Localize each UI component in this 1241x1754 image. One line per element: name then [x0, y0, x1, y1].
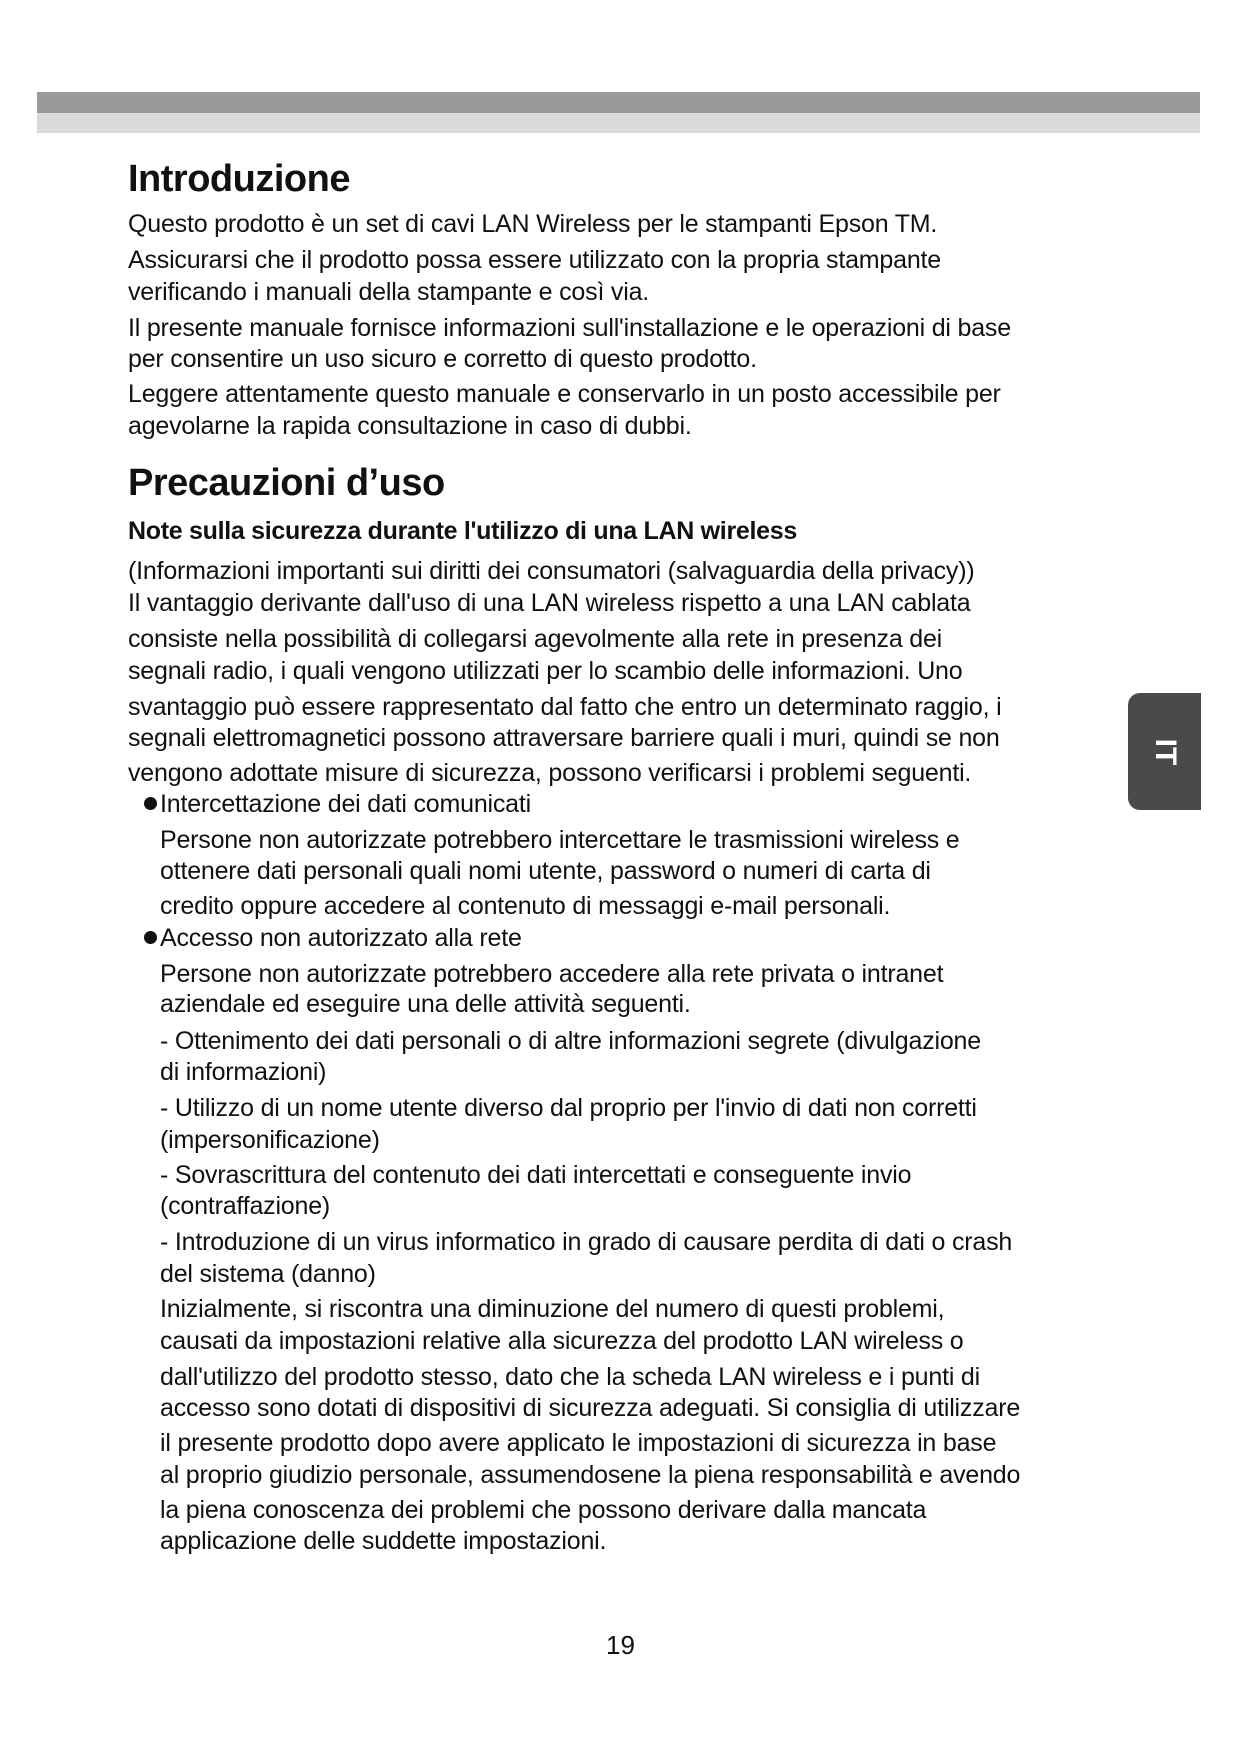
- indented-text-line: [160, 992, 691, 1017]
- indented-text-line: [160, 1294, 945, 1323]
- body-text-line: [128, 624, 943, 653]
- body-text-line: [128, 382, 1001, 407]
- line-text: Precauzioni d’uso: [128, 462, 445, 505]
- indented-text-line: [160, 1194, 330, 1219]
- line-text: Accesso non autorizzato alla rete: [160, 923, 522, 952]
- indented-text-line: [160, 1060, 326, 1085]
- indented-text-line: [160, 1160, 912, 1189]
- line-text: Introduzione: [128, 157, 350, 200]
- line-text: Il presente manuale fornisce informazioni sull'installazione e le operazioni di base: [128, 313, 1011, 342]
- indented-text-line: [160, 1460, 1021, 1489]
- line-text: segnali elettromagnetici possono attraversare barriere quali i muri, quindi se non: [128, 724, 1000, 753]
- line-text: Note sulla sicurezza durante l'utilizzo di una LAN wireless: [128, 516, 797, 545]
- line-text: consiste nella possibilità di collegarsi agevolmente alla rete in presenza dei: [128, 624, 943, 653]
- line-text: Persone non autorizzate potrebbero accedere alla rete privata o intranet: [160, 959, 944, 988]
- line-text: (impersonificazione): [160, 1125, 380, 1154]
- body-text-line: [128, 347, 757, 372]
- body-text-line: [128, 726, 1000, 751]
- section-heading: [128, 462, 445, 505]
- body-text-line: [128, 209, 938, 238]
- line-text: la piena conoscenza dei problemi che possono derivare dalla mancata: [160, 1495, 927, 1524]
- indented-text-line: [160, 1362, 980, 1391]
- body-text-line: [128, 411, 692, 440]
- indented-text-line: [160, 1326, 964, 1355]
- indented-text-line: [160, 1096, 977, 1121]
- line-text: Leggere attentamente questo manuale e conservarlo in un posto accessibile per: [128, 380, 1001, 409]
- line-text: svantaggio può essere rappresentato dal fatto che entro un determinato raggio, i: [128, 692, 1002, 721]
- body-text-line: [128, 313, 1011, 342]
- indented-text-line: [160, 1431, 996, 1456]
- body-text-line: [128, 588, 971, 617]
- subsection-heading: [128, 516, 797, 545]
- line-text: credito oppure accedere al contenuto di messaggi e-mail personali.: [160, 892, 891, 921]
- line-text: Intercettazione dei dati comunicati: [160, 789, 531, 818]
- body-text-line: [128, 692, 1002, 721]
- line-text: applicazione delle suddette impostazioni.: [160, 1527, 607, 1556]
- line-text: Assicurarsi che il prodotto possa essere utilizzato con la propria stampante: [128, 245, 941, 274]
- line-text: accesso sono dotati di dispositivi di sicurezza adeguati. Si consiglia di utilizzare: [160, 1394, 1021, 1423]
- body-text-line: [128, 761, 971, 786]
- line-text: dall'utilizzo del prodotto stesso, dato che la scheda LAN wireless e i punti di: [160, 1362, 980, 1391]
- language-tab: [1128, 693, 1201, 810]
- indented-text-line: [160, 894, 890, 919]
- bullet-item: [144, 789, 531, 818]
- line-text: - Introduzione di un virus informatico in grado di causare perdita di dati o crash: [160, 1228, 1013, 1257]
- page-number: 19: [606, 1630, 635, 1660]
- line-text: - Sovrascrittura del contenuto dei dati intercettati e conseguente invio: [160, 1160, 912, 1189]
- bullet-item: [144, 923, 522, 952]
- indented-text-line: [160, 1262, 376, 1287]
- language-tab-label: IT: [1148, 738, 1182, 765]
- line-text: (contraffazione): [160, 1192, 331, 1221]
- indented-text-line: [160, 825, 960, 854]
- line-text: agevolarne la rapida consultazione in caso di dubbi.: [128, 411, 692, 440]
- line-text: (Informazioni importanti sui diritti dei consumatori (salvaguardia della privacy)): [128, 557, 975, 586]
- line-text: verificando i manuali della stampante e così via.: [128, 277, 650, 306]
- indented-text-line: [160, 1495, 927, 1524]
- line-text: Inizialmente, si riscontra una diminuzione del numero di questi problemi,: [160, 1294, 945, 1323]
- line-text: al proprio giudizio personale, assumendosene la piena responsabilità e avendo: [160, 1460, 1021, 1489]
- indented-text-line: [160, 1230, 1012, 1255]
- header-band-dark: [37, 92, 1200, 113]
- line-text: ottenere dati personali quali nomi utente, password o numeri di carta di: [160, 857, 931, 886]
- line-text: causati da impostazioni relative alla sicurezza del prodotto LAN wireless o: [160, 1326, 964, 1355]
- line-text: Questo prodotto è un set di cavi LAN Wireless per le stampanti Epson TM.: [128, 209, 938, 238]
- line-text: segnali radio, i quali vengono utilizzati per lo scambio delle informazioni. Uno: [128, 656, 963, 685]
- body-text-line: [128, 277, 650, 306]
- section-heading: [128, 157, 350, 200]
- bullet-icon: [144, 931, 157, 944]
- body-text-line: [128, 559, 974, 584]
- indented-text-line: [160, 1396, 1020, 1421]
- line-text: il presente prodotto dopo avere applicato le impostazioni di sicurezza in base: [160, 1429, 997, 1458]
- indented-text-line: [160, 1529, 606, 1554]
- bullet-icon: [144, 797, 157, 810]
- line-text: vengono adottate misure di sicurezza, possono verificarsi i problemi seguenti.: [128, 759, 972, 788]
- line-text: di informazioni): [160, 1058, 327, 1087]
- indented-text-line: [160, 1125, 380, 1154]
- body-text-line: [128, 245, 941, 274]
- indented-text-line: [160, 1026, 981, 1055]
- line-text: Il vantaggio derivante dall'uso di una LAN wireless rispetto a una LAN cablata: [128, 588, 971, 617]
- line-text: aziendale ed eseguire una delle attività seguenti.: [160, 990, 691, 1019]
- line-text: - Ottenimento dei dati personali o di altre informazioni segrete (divulgazione: [160, 1026, 981, 1055]
- line-text: del sistema (danno): [160, 1260, 376, 1289]
- indented-text-line: [160, 859, 931, 884]
- body-text-line: [128, 656, 963, 685]
- line-text: - Utilizzo di un nome utente diverso dal proprio per l'invio di dati non corretti: [160, 1094, 977, 1123]
- line-text: Persone non autorizzate potrebbero intercettare le trasmissioni wireless e: [160, 825, 960, 854]
- line-text: per consentire un uso sicuro e corretto di questo prodotto.: [128, 345, 757, 374]
- indented-text-line: [160, 959, 944, 988]
- header-band-light: [37, 113, 1200, 133]
